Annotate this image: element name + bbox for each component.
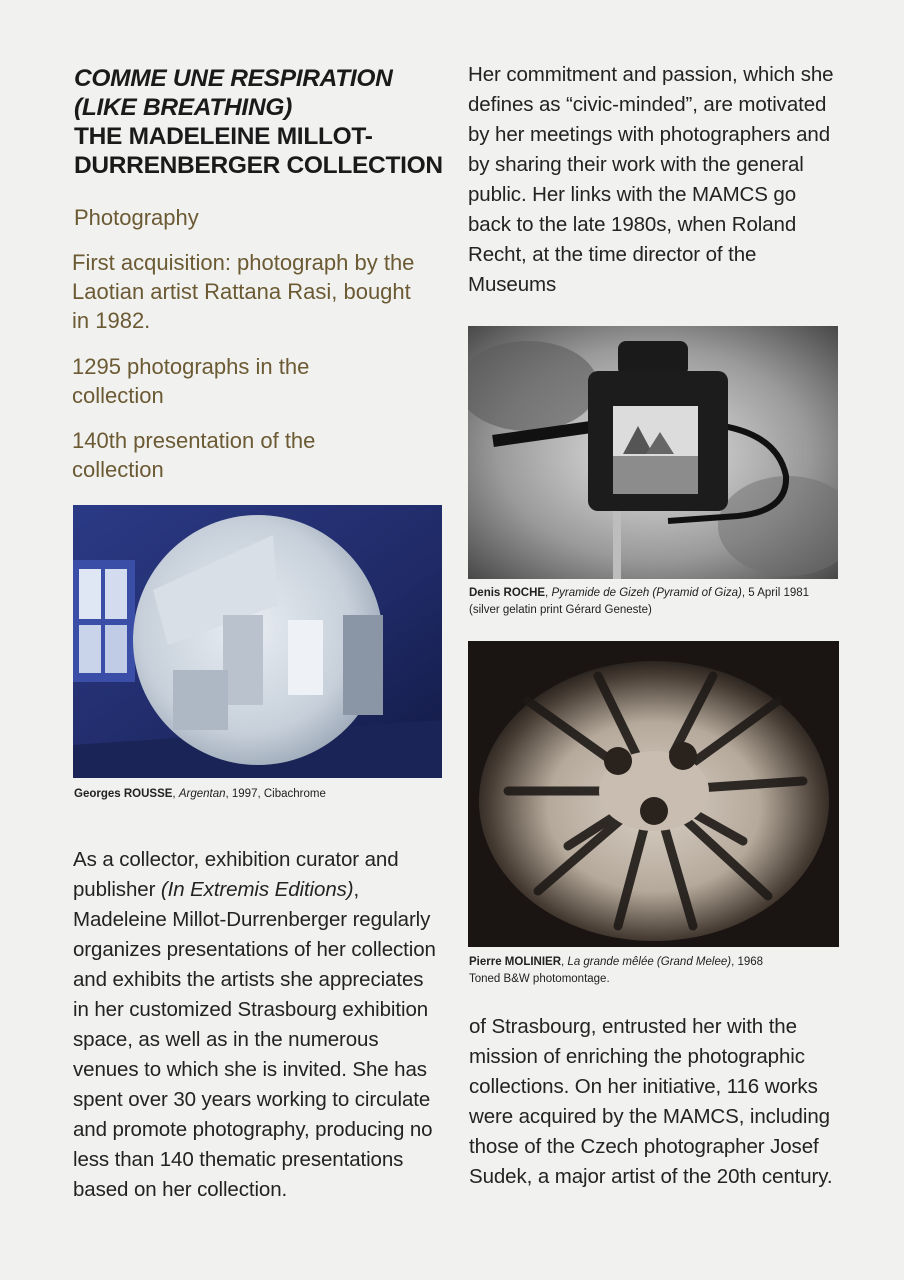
left-para-start: As a collector, exhibition curator and publisher [73, 848, 399, 901]
category-heading: Photography [74, 205, 199, 230]
rousse-caption-details: , 1997, Cibachrome [225, 788, 326, 800]
page-title [74, 64, 444, 180]
right-top-paragraph: Her commitment and passion, which she defines as “civic-minded”, are motivated by her meetings with photographers and by sharing their work with the general public. Her links with the MAMCS go back to the late 1980s, when Roland Recht, at the time director of the Museums [468, 63, 834, 296]
molinier-caption-work: La grande mêlée (Grand Melee) [567, 956, 732, 968]
left-body-paragraph [73, 845, 443, 1205]
title-line-2: (LIKE BREATHING) [74, 94, 292, 121]
roche-caption-artist: Denis ROCHE [469, 587, 546, 599]
presentation-count-text: 140th presentation of the collection [72, 428, 316, 482]
rousse-caption-sep: , [172, 788, 179, 800]
roche-photo [468, 326, 838, 579]
rousse-caption-work: Argentan [178, 788, 226, 800]
molinier-caption-sep: , [561, 956, 568, 968]
title-line-3: THE MADELEINE MILLOT- [74, 123, 373, 150]
molinier-caption-artist: Pierre MOLINIER [469, 956, 562, 968]
roche-caption-work: Pyramide de Gizeh (Pyramid of Giza) [551, 587, 742, 599]
right-bottom-paragraph: of Strasbourg, entrusted her with the mission of enriching the photographic collections. On her initiative, 116 works were acquired by the MAMCS, including those of the Czech photographer Josef Sudek, a major artist of the 20th century. [469, 1015, 833, 1188]
roche-caption [469, 585, 839, 619]
title-line-1: COMME UNE RESPIRATION [74, 65, 393, 92]
rousse-caption [74, 786, 444, 803]
rousse-photo [73, 505, 442, 778]
rousse-caption-artist: Georges ROUSSE [74, 788, 173, 800]
roche-caption-line2: (silver gelatin print Gérard Geneste) [469, 604, 652, 616]
molinier-caption-details: , 1968 [731, 956, 764, 968]
first-acquisition-text: First acquisition: photograph by the Laotian artist Rattana Rasi, bought in 1982. [72, 250, 415, 333]
molinier-caption-line2: Toned B&W photomontage. [469, 973, 610, 985]
molinier-photo [468, 641, 839, 947]
title-line-4: DURRENBERGER COLLECTION [74, 152, 443, 179]
photo-count-text: 1295 photographs in the collection [72, 354, 310, 408]
molinier-caption [469, 954, 839, 988]
roche-caption-details: , 5 April 1981 [741, 587, 810, 599]
left-para-italic: (In Extremis Editions) [160, 878, 354, 901]
roche-caption-sep: , [545, 587, 552, 599]
left-para-rest: , Madeleine Millot-Durrenberger regularly organizes presentations of her collection and exhibits the artists she appreciates in her customized Strasbourg exhibition space, as well as in the numerous venues to which she is invited. She has spent over 30 years working to circulate and promote photography, producing no less than 140 thematic presentations based on her collection. [73, 878, 436, 1201]
